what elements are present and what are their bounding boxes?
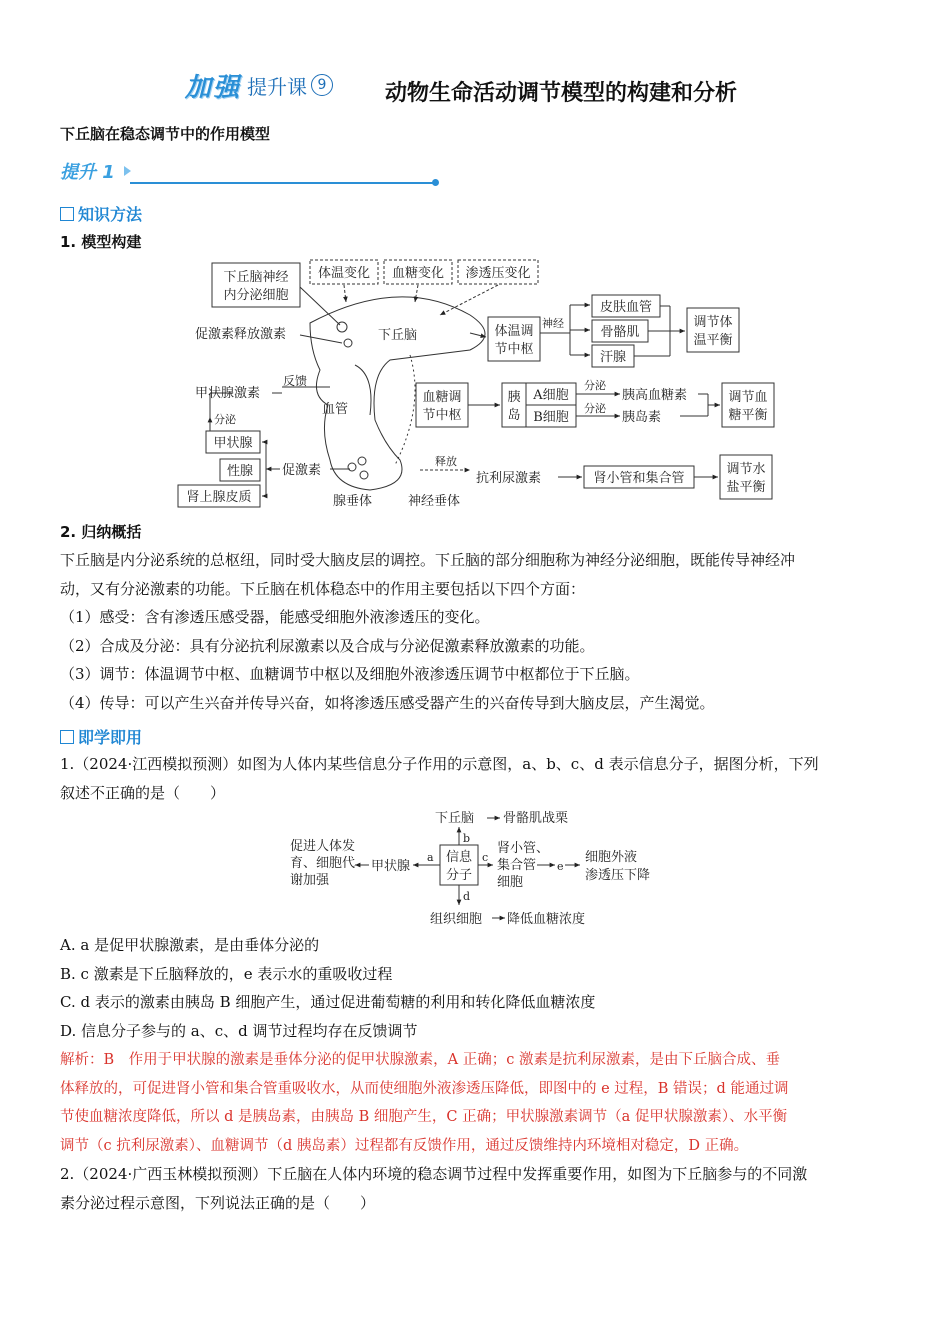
q1-stem-line: 1.（2024·江西模拟预测）如图为人体内某些信息分子作用的示意图，a、b、c、d 表示信息分子，据图分析，下列 bbox=[60, 755, 819, 773]
summary-line: （2）合成及分泌：具有分泌抗利尿激素以及合成与分泌促激素释放激素的功能。 bbox=[60, 636, 595, 655]
vessel-label: 血管 bbox=[322, 402, 349, 417]
secrete-b: 分泌 bbox=[584, 402, 606, 415]
sugar-change: 血糖变化 bbox=[391, 266, 445, 281]
temp-result-l1: 调节体 bbox=[693, 315, 733, 330]
play-arrow-icon bbox=[124, 166, 131, 176]
answer-line: 调节（c 抗利尿激素）、血糖调节（d 胰岛素）过程都有反馈作用，通过反馈维持内环境相对稳定，D 正确。 bbox=[60, 1137, 749, 1154]
secrete-a: 分泌 bbox=[584, 379, 606, 392]
islet-l1: 胰 bbox=[507, 390, 521, 405]
checkbox-icon bbox=[60, 730, 74, 744]
b-cell: B细胞 bbox=[533, 410, 569, 425]
adenohypophysis-label: 腺垂体 bbox=[333, 494, 373, 509]
center-l2: 分子 bbox=[445, 868, 473, 883]
top-result: 骨骼肌战栗 bbox=[503, 811, 569, 826]
glucagon-label: 胰高血糖素 bbox=[622, 388, 688, 403]
answer-line: 节使血糖浓度降低，所以 d 是胰岛素，由胰岛 B 细胞产生，C 正确；甲状腺激素调节（a 促甲状腺激素）、水平衡 bbox=[60, 1109, 788, 1125]
tubule-label: 肾小管和集合管 bbox=[593, 471, 685, 486]
release-label: 释放 bbox=[435, 455, 457, 468]
adh-label: 抗利尿激素 bbox=[476, 471, 542, 486]
gonad-label: 性腺 bbox=[226, 464, 254, 479]
feedback-label: 反馈 bbox=[283, 374, 308, 388]
thyroid-label: 甲状腺 bbox=[213, 436, 253, 451]
temp-change: 体温变化 bbox=[317, 266, 371, 281]
nerve-label: 神经 bbox=[542, 317, 564, 330]
q1-stem-line: 叙述不正确的是（ ） bbox=[60, 783, 226, 802]
sugar-result-l1: 调节血 bbox=[728, 390, 768, 405]
right-mid-l2: 集合管 bbox=[497, 858, 537, 873]
skeletal-muscle: 骨骼肌 bbox=[600, 325, 640, 340]
heading-summary: 2. 归纳概括 bbox=[60, 523, 142, 541]
right-mid-l1: 肾小管、 bbox=[497, 841, 550, 856]
section-head-label: 知识方法 bbox=[78, 205, 143, 224]
summary-line: （1）感受：含有渗透压感受器，能感受细胞外液渗透压的变化。 bbox=[60, 608, 490, 626]
summary-line: 动，又有分泌激素的功能。下丘脑在机体稳态中的作用主要包括以下四个方面： bbox=[60, 579, 586, 598]
answer-line: 体释放的，可促进肾小管和集合管重吸收水，从而使细胞外液渗透压降低，即图中的 e 过程，B 错误；d 能通过调 bbox=[60, 1080, 789, 1097]
section-head-label: 即学即用 bbox=[78, 728, 143, 747]
option-d: D. 信息分子参与的 a、c、d 调节过程均存在反馈调节 bbox=[60, 1021, 418, 1040]
badge-script: 加强 bbox=[185, 72, 242, 103]
hypothalamus-diagram bbox=[170, 255, 780, 515]
thyroid-hormone-label: 甲状腺激素 bbox=[195, 386, 261, 401]
temp-result-l2: 温平衡 bbox=[693, 333, 733, 348]
neuro-cell-l2: 内分泌细胞 bbox=[223, 288, 289, 303]
bottom-node: 组织细胞 bbox=[430, 912, 483, 927]
left-result-l2: 育、细胞代 bbox=[290, 856, 356, 871]
section-subtitle: 下丘脑在稳态调节中的作用模型 bbox=[60, 125, 271, 143]
badge-number: 9 bbox=[311, 74, 333, 96]
tropic-hormone-label: 促激素 bbox=[282, 463, 322, 478]
lesson-badge bbox=[185, 68, 333, 102]
label-d: d bbox=[463, 890, 471, 903]
summary-line: （3）调节：体温调节中枢、血糖调节中枢以及细胞外液渗透压调节中枢都位于下丘脑。 bbox=[60, 665, 640, 683]
label-e: e bbox=[557, 860, 564, 873]
water-result-l1: 调节水 bbox=[726, 462, 766, 477]
right-result-l1: 细胞外液 bbox=[585, 850, 638, 865]
option-c: C. d 表示的激素由胰岛 B 细胞产生，通过促进葡萄糖的利用和转化降低血糖浓度 bbox=[60, 993, 596, 1011]
temp-center-l2: 节中枢 bbox=[494, 342, 534, 357]
hypothalamus-label: 下丘脑 bbox=[378, 328, 418, 343]
temp-center-l1: 体温调 bbox=[494, 324, 534, 339]
water-result-l2: 盐平衡 bbox=[726, 480, 766, 495]
page-title: 动物生命活动调节模型的构建和分析 bbox=[385, 81, 738, 106]
sugar-result-l2: 糖平衡 bbox=[728, 408, 768, 423]
q1-options bbox=[60, 931, 900, 1045]
center-l1: 信息 bbox=[445, 850, 473, 865]
summary-block bbox=[60, 546, 900, 717]
secrete-label: 分泌 bbox=[214, 413, 236, 426]
answer-line: 解析：B 作用于甲状腺的激素是垂体分泌的促甲状腺激素，A 正确；c 激素是抗利尿激素，是由下丘脑合成、垂 bbox=[60, 1052, 780, 1068]
heading-model: 1. 模型构建 bbox=[60, 233, 142, 251]
left-result-l1: 促进人体发 bbox=[290, 839, 356, 854]
sugar-center-l1: 血糖调 bbox=[422, 390, 462, 405]
tisheng-label: 提升 1 bbox=[60, 162, 115, 183]
sugar-center-l2: 节中枢 bbox=[422, 408, 462, 423]
right-mid-l3: 细胞 bbox=[497, 875, 524, 890]
summary-line: 下丘脑是内分泌系统的总枢纽，同时受大脑皮层的调控。下丘脑的部分细胞称为神经分泌细胞，既能传导神经冲 bbox=[60, 551, 796, 569]
top-node: 下丘脑 bbox=[435, 811, 475, 826]
a-cell: A细胞 bbox=[533, 388, 569, 403]
left-result-l3: 谢加强 bbox=[290, 873, 330, 888]
left-mid: 甲状腺 bbox=[371, 859, 411, 874]
signal-molecule-diagram bbox=[285, 805, 685, 930]
q2-stem-line: 素分泌过程示意图，下列说法正确的是（ ） bbox=[60, 1193, 376, 1212]
summary-line: （4）传导：可以产生兴奋并传导兴奋，如将渗透压感受器产生的兴奋传导到大脑皮层，产生渴觉。 bbox=[60, 693, 715, 712]
neurohypophysis-label: 神经垂体 bbox=[408, 494, 461, 509]
checkbox-icon bbox=[60, 207, 74, 221]
label-a: a bbox=[427, 851, 434, 864]
divider-line bbox=[130, 182, 436, 184]
bottom-result: 降低血糖浓度 bbox=[507, 912, 586, 927]
badge-text: 提升课 bbox=[247, 74, 308, 99]
right-result-l2: 渗透压下降 bbox=[585, 868, 651, 883]
section-head-knowledge bbox=[60, 202, 142, 225]
islet-l2: 岛 bbox=[507, 408, 521, 423]
osmo-change: 渗透压变化 bbox=[465, 266, 531, 281]
divider-dot bbox=[432, 179, 439, 186]
neuro-cell-l1: 下丘脑神经 bbox=[223, 270, 289, 285]
adrenal-cortex-label: 肾上腺皮质 bbox=[186, 490, 252, 505]
releasing-hormone-label: 促激素释放激素 bbox=[195, 327, 287, 342]
sweat-gland: 汗腺 bbox=[599, 350, 627, 365]
q2-stem bbox=[60, 1160, 900, 1217]
q2-stem-line: 2.（2024·广西玉林模拟预测）下丘脑在人体内环境的稳态调节过程中发挥重要作用，如图为下丘脑参与的不同激 bbox=[60, 1165, 808, 1183]
q1-answer bbox=[60, 1046, 905, 1160]
insulin-label: 胰岛素 bbox=[622, 410, 662, 425]
q1-stem bbox=[60, 750, 900, 807]
option-b: B. c 激素是下丘脑释放的，e 表示水的重吸收过程 bbox=[60, 964, 393, 983]
label-b: b bbox=[463, 832, 471, 845]
section-head-practice bbox=[60, 725, 142, 748]
skin-vessel: 皮肤血管 bbox=[599, 300, 653, 315]
option-a: A. a 是促甲状腺激素，是由垂体分泌的 bbox=[60, 936, 320, 954]
label-c: c bbox=[482, 851, 489, 864]
